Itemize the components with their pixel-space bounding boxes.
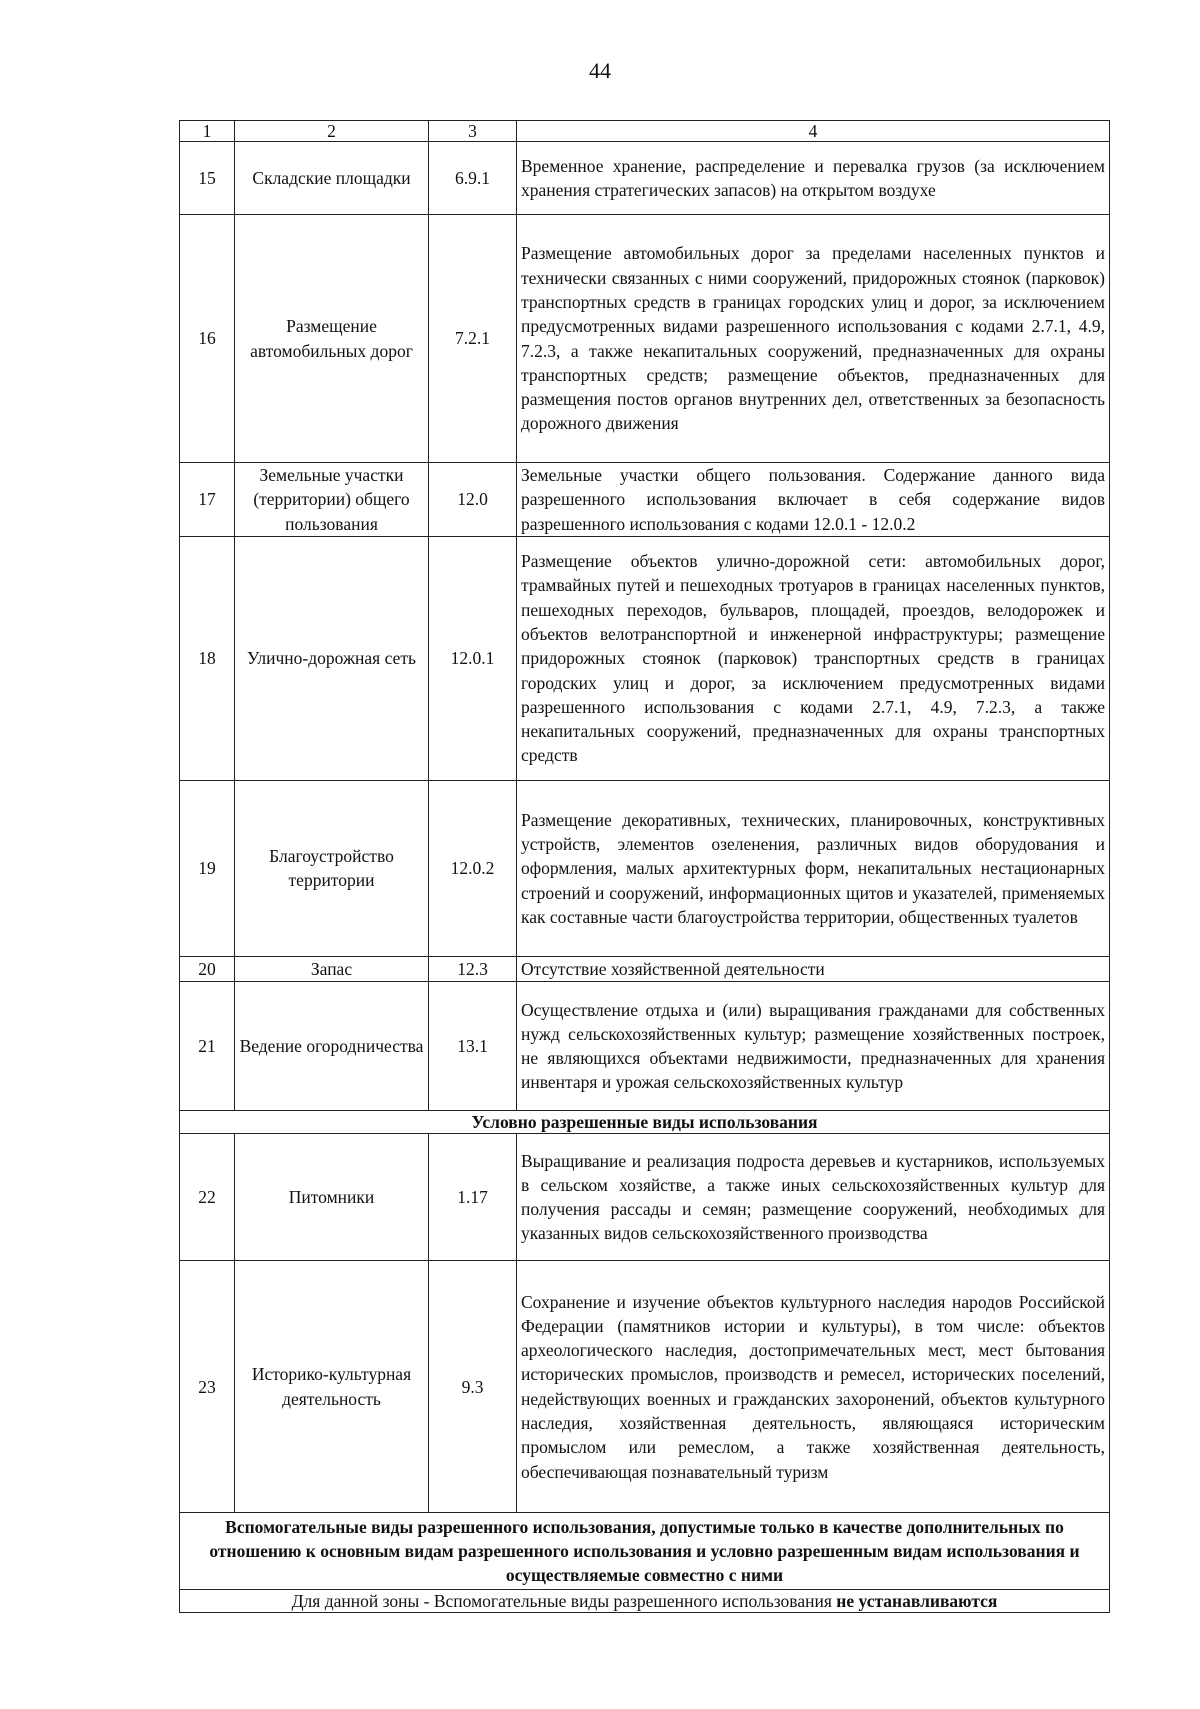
use-description: Сохранение и изучение объектов культурного наследия народов Российской Федерации (памятников истории и культуры), в том числе: объектов археологического наследия, достопримечательных мест, мест бытования исторических промыслов, производств и ремесел, исторических поселений, недействующих военных и гражданских захоронений, объектов культурного наследия, хозяйственная деятельность, являющаяся историческим промыслом или ремеслом, а также хозяйственная деятельность, обеспечивающая познавательный туризм (517, 1261, 1110, 1513)
use-code: 9.3 (429, 1261, 517, 1513)
use-name: Размещение автомобильных дорог (235, 215, 429, 463)
row-number: 16 (180, 215, 235, 463)
header-col-2: 2 (235, 121, 429, 142)
use-name: Земельные участки (территории) общего пользования (235, 463, 429, 537)
use-description: Земельные участки общего пользования. Содержание данного вида разрешенного использования включает в себя содержание видов разрешенного использования с кодами 12.0.1 - 12.0.2 (517, 463, 1110, 537)
table-row (180, 142, 1110, 215)
use-code: 12.0.2 (429, 780, 517, 956)
zone-note-emphasis: не устанавливаются (836, 1591, 998, 1612)
use-name: Благоустройство территории (235, 780, 429, 956)
row-number: 20 (180, 956, 235, 981)
header-col-3: 3 (429, 121, 517, 142)
conditional-section-title: Условно разрешенные виды использования (180, 1111, 1110, 1134)
zone-note-text: Для данной зоны - Вспомогательные виды разрешенного использования (291, 1591, 832, 1612)
table-row (180, 956, 1110, 981)
conditional-section-row (180, 1111, 1110, 1134)
use-name: Питомники (235, 1134, 429, 1261)
table-header-row (180, 121, 1110, 142)
row-number: 15 (180, 142, 235, 215)
use-description: Размещение автомобильных дорог за пределами населенных пунктов и технически связанных с ними сооружений, придорожных стоянок (парковок) транспортных средств в границах городских улиц и дорог, за исключением предусмотренных видами разрешенного использования с кодами 2.7.1, 4.9, 7.2.3, а также некапитальных сооружений, предназначенных для охраны транспортных средств; размещение объектов, предназначенных для размещения постов органов внутренних дел, ответственных за безопасность дорожного движения (517, 215, 1110, 463)
auxiliary-section-row (180, 1513, 1110, 1590)
zone-note (180, 1590, 1110, 1613)
use-code: 13.1 (429, 982, 517, 1111)
table-row (180, 780, 1110, 956)
row-number: 23 (180, 1261, 235, 1513)
table-row (180, 215, 1110, 463)
table-row (180, 1261, 1110, 1513)
row-number: 18 (180, 536, 235, 780)
header-col-1: 1 (180, 121, 235, 142)
use-description: Отсутствие хозяйственной деятельности (517, 956, 1110, 981)
table-row (180, 1134, 1110, 1261)
use-code: 1.17 (429, 1134, 517, 1261)
zone-note-row (180, 1590, 1110, 1613)
page-number: 44 (589, 58, 611, 83)
use-code: 12.0.1 (429, 536, 517, 780)
use-description: Выращивание и реализация подроста деревьев и кустарников, используемых в сельском хозяйстве, а также иных сельскохозяйственных культур для получения рассады и семян; размещение сооружений, необходимых для указанных видов сельскохозяйственного производства (517, 1134, 1110, 1261)
use-description: Временное хранение, распределение и перевалка грузов (за исключением хранения стратегических запасов) на открытом воздухе (517, 142, 1110, 215)
row-number: 21 (180, 982, 235, 1111)
use-name: Складские площадки (235, 142, 429, 215)
use-description: Осуществление отдыха и (или) выращивания гражданами для собственных нужд сельскохозяйственных культур; размещение хозяйственных построек, не являющихся объектами недвижимости, предназначенных для хранения инвентаря и урожая сельскохозяйственных культур (517, 982, 1110, 1111)
use-description: Размещение декоративных, технических, планировочных, конструктивных устройств, элементов озеленения, различных видов оборудования и оформления, малых архитектурных форм, некапитальных нестационарных строений и сооружений, информационных щитов и указателей, применяемых как составные части благоустройства территории, общественных туалетов (517, 780, 1110, 956)
use-description: Размещение объектов улично-дорожной сети: автомобильных дорог, трамвайных путей и пешеходных тротуаров в границах населенных пунктов, пешеходных переходов, бульваров, площадей, проездов, велодорожек и объектов велотранспортной и инженерной инфраструктуры; размещение придорожных стоянок (парковок) транспортных средств в границах городских улиц и дорог, за исключением предусмотренных видами разрешенного использования с кодами 2.7.1, 4.9, 7.2.3, а также некапитальных сооружений, предназначенных для охраны транспортных средств (517, 536, 1110, 780)
use-name: Ведение огородничества (235, 982, 429, 1111)
use-code: 12.0 (429, 463, 517, 537)
table-row (180, 536, 1110, 780)
use-code: 6.9.1 (429, 142, 517, 215)
use-code: 7.2.1 (429, 215, 517, 463)
row-number: 17 (180, 463, 235, 537)
use-code: 12.3 (429, 956, 517, 981)
row-number: 19 (180, 780, 235, 956)
land-use-table (179, 120, 1110, 1613)
row-number: 22 (180, 1134, 235, 1261)
auxiliary-section-title: Вспомогательные виды разрешенного использования, допустимые только в качестве дополнительных по отношению к основным видам разрешенного использования и условно разрешенным видам использования и осуществляемые совместно с ними (180, 1513, 1110, 1590)
table-row (180, 463, 1110, 537)
table-row (180, 982, 1110, 1111)
use-name: Историко-культурная деятельность (235, 1261, 429, 1513)
use-name: Улично-дорожная сеть (235, 536, 429, 780)
use-name: Запас (235, 956, 429, 981)
header-col-4: 4 (517, 121, 1110, 142)
